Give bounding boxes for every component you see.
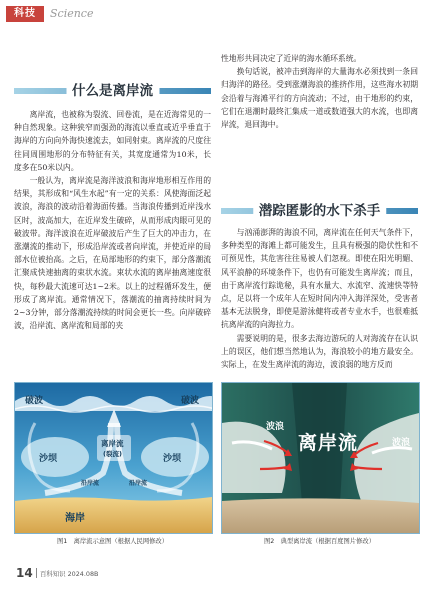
paragraph: 换句话说，被冲击到海岸的大量海水必须找到一条回归海洋的路径。受到涨潮海浪的推挤作用，这些海水初期会沿着与海滩平行的方向流动；不过，由于地形的约束，它们在退潮时最终汇集成一道或数道强大的水流，也即离岸流，退回海中。 — [221, 67, 418, 130]
section-tag: 科技 — [6, 6, 44, 22]
shore-sand — [15, 497, 212, 533]
label-photo-rip: 离岸流 — [298, 432, 359, 454]
footer-divider — [36, 568, 37, 578]
section-title: 什么是离岸流 — [66, 80, 159, 102]
photo-beach — [222, 498, 419, 533]
label-shore: 海岸 — [65, 513, 85, 524]
label-sandbar-left: 沙坝 — [39, 454, 58, 464]
right-column-bottom — [221, 226, 418, 378]
paragraph: 离岸流，也被称为裂流、回卷流，是在近海常见的一种自然现象。这种狭窄而强劲的海流以垂直或近乎垂直于海岸的方向向外海快速流去，如同射束。离岸流的尺度往往同周围地形的分布特征有关，其宽度通常为10米，长度多在50米以内。 — [14, 110, 211, 172]
section-title: 潜踪匿影的水下杀手 — [253, 200, 387, 222]
label-wave-right: 破波 — [181, 396, 200, 406]
label-photo-wave-left: 波浪 — [266, 422, 285, 432]
figure-rip-current-diagram — [14, 382, 213, 534]
paragraph: 一般认为，离岸流是海洋波浪和海岸地形相互作用的结果，其形成和“风生水起”有一定的关系：风使海面泛起波浪，海浪的波动沿着海面传播。当海浪传播到近岸浅水区时，波高加大，在近岸发生破碎，从而形成肉眼可见的破波带。海洋波浪在近岸破波后产生了巨大的冲击力，在涨潮流的推动下，形成沿岸流或者向岸流，并使近岸的局部水位被抬高。之后，在局部地形的约束下，部分落潮流汇聚成快速抽离的束状水流。束状水流的离岸抽离速度很快，每秒最大流速可达1~2米。以上的过程循环发生，便形成了离岸流。通常情况下，落潮流的抽离持续时间为2~3分钟，部分落潮流持续的时间会更长一些。向岸破碎波，沿岸流、离岸流和局部的夹 — [14, 176, 211, 331]
paragraph: 与汹涌澎湃的海浪不同，离岸流在任何天气条件下，多种类型的海滩上都可能发生，且具有极强的隐伏性和不可预见性，其危害往往易被人们忽视。即使在阳光明媚、风平浪静的环境条件下，也仍有可能发生离岸流；而且，由于离岸流行踪诡秘，具有水量大、水流窄、流速快等特点，足以将一个成年人在短时间内冲入海洋深处，受害者基本无法脱身，即使是游泳健将或者专业水手，也很难抵抗离岸流的向海拉力。 — [221, 228, 418, 330]
label-longshore-right: 沿岸流 — [129, 480, 148, 487]
label-wave-left: 破波 — [25, 396, 44, 406]
figure2-caption: 图2 典型离岸流（根据百度图片修改） — [263, 538, 376, 545]
right-column-top — [221, 52, 418, 182]
left-column — [14, 108, 211, 378]
figure1-caption: 图1 离岸流示意图（根据人民网修改） — [56, 538, 169, 545]
section-heading-what-is-rip-current — [14, 80, 211, 102]
rip-current-photo — [222, 383, 419, 533]
label-sandbar-right: 沙坝 — [163, 454, 182, 464]
label-rip: 离岸流 — [101, 439, 124, 448]
rip-current-diagram — [15, 383, 212, 533]
magazine-info: 百科知识 2024.08B — [40, 570, 99, 578]
figure-rip-current-photo — [221, 382, 420, 534]
paragraph: 需要说明的是，很多去海边游玩的人对海流存在认识上的误区，他们想当然地认为，海浪较小的地方最安全。实际上，在发生离岸流的海边，波浪弱的地方反而 — [221, 333, 418, 370]
label-rip-sub: (裂流) — [103, 450, 122, 458]
section-heading-hidden-killer — [221, 200, 418, 222]
section-tag-english: Science — [50, 7, 94, 20]
label-longshore-left: 沿岸流 — [81, 480, 100, 487]
paragraph: 性地形共同决定了近岸的海水循环系统。 — [221, 54, 362, 63]
label-photo-wave-right: 波浪 — [392, 438, 411, 448]
page-number: 14 — [16, 566, 33, 580]
